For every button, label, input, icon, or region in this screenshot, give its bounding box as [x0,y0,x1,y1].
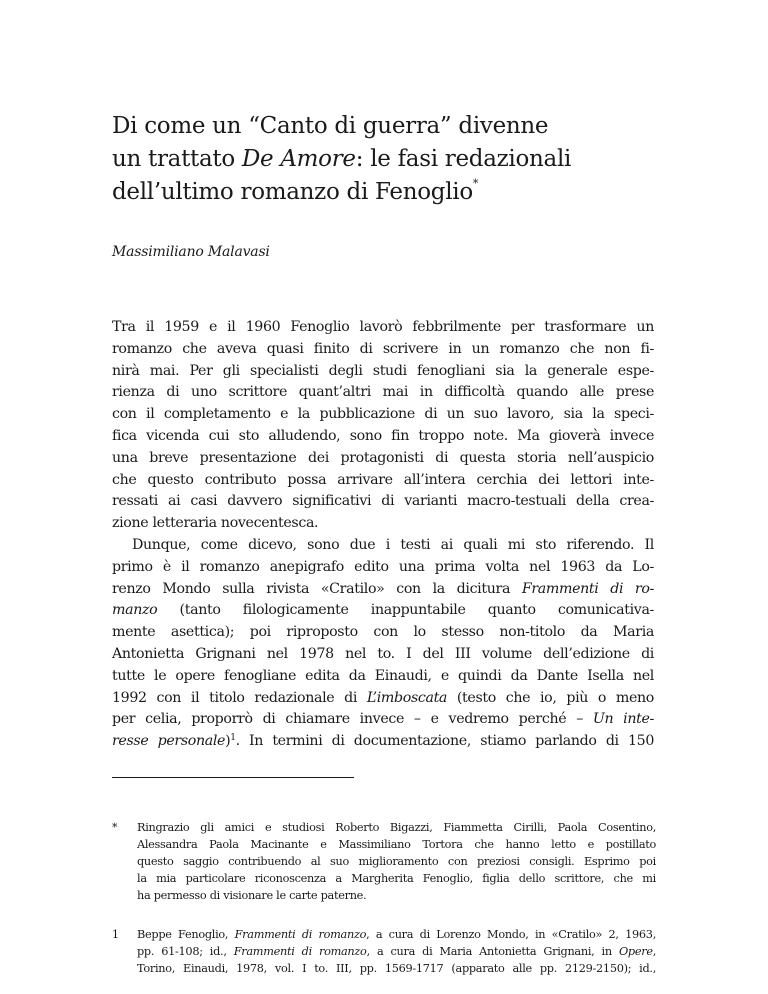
author-name: Massimiliano Malavasi [112,244,270,260]
footnote-text [137,926,656,977]
footnote-line: questo saggio contribuendo al suo miglioramento con preziosi consigli. Esprimo poi [137,855,656,868]
text-run: ) [225,733,231,750]
italic-title: Opere [618,945,653,958]
italic-title: manzo [112,602,158,619]
footnote-line: la mia particolare riconoscenza a Margherita Fenoglio, figlia dello scrittore, che mi [137,872,656,885]
paragraph-line: tutte le opere fenogliane edita da Einaudi, e quindi da Dante Isella nel [112,667,654,684]
footnote-line: Ringrazio gli amici e studiosi Roberto Bigazzi, Fiammetta Cirilli, Paola Cosentino, [137,821,656,834]
paragraph-line: rienza di uno scrittore quant’altri mai in difficoltà quando alle prese [112,384,654,401]
title-text: un trattato [112,146,242,172]
paragraph-line: che questo contributo possa arrivare all’intera cerchia dei lettori inte- [112,471,654,488]
italic-title: resse personale [112,733,226,750]
title-footnote-mark[interactable]: * [472,177,479,190]
paragraph-line: fica vicenda cui sto alludendo, sono fin troppo note. Ma gioverà invece [112,427,654,444]
footnote-mark: * [112,821,118,834]
footnote-line: ha permesso di visionare le carte paterne. [137,889,367,902]
title-text: : le fasi redazionali [355,146,572,172]
italic-title: Frammenti di romanzo [233,945,367,958]
footnote-mark: 1 [112,928,119,941]
text-run: , a cura di Lorenzo Mondo, in «Cratilo» 2, 1963, [366,928,656,941]
text-run: . In termini di documentazione, stiamo parlando di 150 [235,733,654,750]
footnote-reference[interactable]: 1 [230,733,236,744]
text-run: renzo Mondo sulla rivista «Cratilo» con la dicitura [112,580,522,597]
paragraph-line: Tra il 1959 e il 1960 Fenoglio lavorò febbrilmente per trasformare un [112,319,654,335]
italic-title: Frammenti di ro- [521,580,655,597]
paragraph-line: nirà mai. Per gli specialisti degli studi fenogliani sia la generale espe- [112,362,654,379]
text-run: 1992 con il titolo redazionale di [112,689,367,706]
text-run: pp. 61-108; id., [137,945,234,958]
paragraph-line [112,709,654,731]
text-run: , a cura di Maria Antonietta Grignani, in [366,945,619,958]
article-title [112,110,672,209]
title-line-1: Di come un “Canto di guerra” divenne [112,113,549,139]
footnote-line [137,926,656,943]
paragraph-line [112,600,654,622]
text-run: per celia, proporrò di chiamare invece – e vedremo perché – [112,711,593,728]
footnote-line [137,943,656,960]
paragraph-line: mente asettica); poi riproposto con lo stesso non-titolo da Maria [112,624,654,641]
footnote-divider [112,777,354,778]
paragraph-line: ressati ai casi davvero significativi di varianti macro-testuali della crea- [112,493,654,510]
paragraph-line: Antonietta Grignani nel 1978 nel to. I del III volume dell’edizione di [112,645,654,662]
paragraph-line: una breve presentazione dei protagonisti di questa storia nell’auspicio [112,449,654,466]
italic-title: Frammenti di romanzo [234,928,367,941]
paragraph-line: primo è il romanzo anepigrafo edito una prima volta nel 1963 da Lo- [112,558,654,575]
title-text: dell’ultimo romanzo di Fenoglio [112,179,473,205]
text-run: , [652,945,656,958]
text-run: (testo che io, più o meno [447,689,655,706]
text-run: (tanto filologicamente inappuntabile quanto comunicativa- [157,602,654,619]
italic-title: Un inte- [592,711,654,728]
paragraph-line: con il completamento e la pubblicazione di un suo lavoro, sia la speci- [112,406,654,423]
title-line-3 [112,176,672,209]
italic-title: L’imboscata [366,689,448,706]
footnote-line: Torino, Einaudi, 1978, vol. I to. III, pp. 1569-1717 (apparato alle pp. 2129-2150); id., [137,962,656,975]
title-italic: De Amore [241,146,356,172]
paragraph-line [112,688,654,710]
title-line-2 [112,143,672,176]
paragraph-line: zione letteraria novecentesca. [112,515,319,532]
paragraph-line [112,731,654,753]
footnote-text [137,819,656,904]
text-run: Beppe Fenoglio, [137,928,235,941]
footnote-line: Alessandra Paola Macinante e Massimiliano Tortora che hanno letto e postillato [137,838,656,851]
paragraph-line: Dunque, come dicevo, sono due i testi ai quali mi sto riferendo. Il [132,536,654,553]
body-text [112,317,654,753]
paragraph-line: romanzo che aveva quasi finito di scrivere in un romanzo che non fi- [112,340,654,357]
paragraph-line [112,579,654,601]
